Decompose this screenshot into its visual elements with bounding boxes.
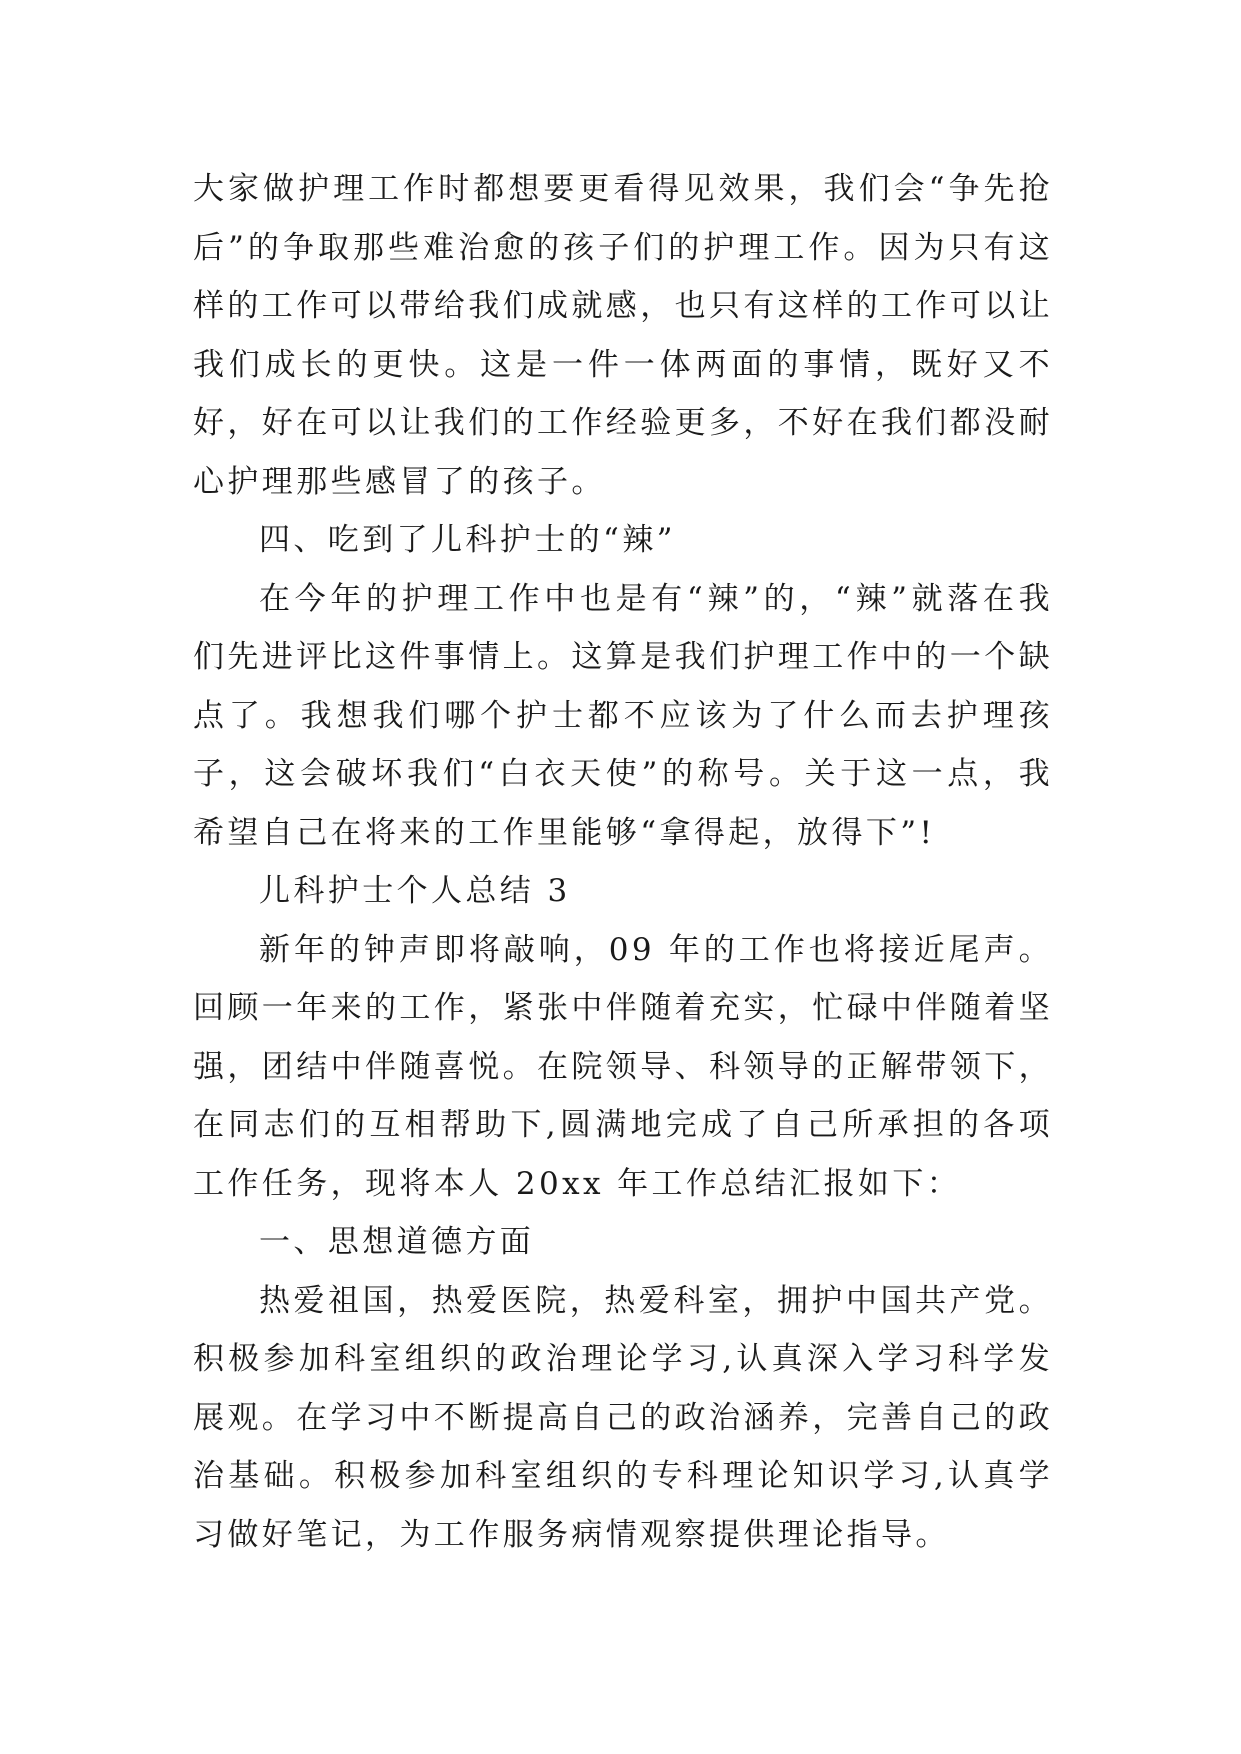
document-body (193, 160, 1053, 1564)
paragraph: 新年的钟声即将敲响，09 年的工作也将接近尾声。回顾一年来的工作，紧张中伴随着充实，忙碌中伴随着坚强，团结中伴随喜悦。在院领导、科领导的正解带领下，在同志们的互相帮助下,圆满地完成了自己所承担的各项工作任务，现将本人 20xx 年工作总结汇报如下： (193, 931, 1053, 1202)
section-heading-one: 一、思想道德方面 (259, 1224, 535, 1260)
section-heading-four: 四、吃到了儿科护士的“辣” (259, 522, 676, 558)
document-subtitle: 儿科护士个人总结 3 (259, 873, 571, 909)
paragraph-continued: 大家做护理工作时都想要更看得见效果，我们会“争先抢后”的争取那些难治愈的孩子们的护理工作。因为只有这样的工作可以带给我们成就感，也只有这样的工作可以让我们成长的更快。这是一件一体两面的事情，既好又不好，好在可以让我们的工作经验更多，不好在我们都没耐心护理那些感冒了的孩子。 (193, 171, 1053, 500)
paragraph: 在今年的护理工作中也是有“辣”的，“辣”就落在我们先进评比这件事情上。这算是我们护理工作中的一个缺点了。我想我们哪个护士都不应该为了什么而去护理孩子，这会破坏我们“白衣天使”的称号。关于这一点，我希望自己在将来的工作里能够“拿得起，放得下”! (193, 580, 1053, 851)
paragraph: 热爱祖国，热爱医院，热爱科室，拥护中国共产党。积极参加科室组织的政治理论学习,认真深入学习科学发展观。在学习中不断提高自己的政治涵养，完善自己的政治基础。积极参加科室组织的专科理论知识学习,认真学习做好笔记，为工作服务病情观察提供理论指导。 (193, 1282, 1053, 1553)
